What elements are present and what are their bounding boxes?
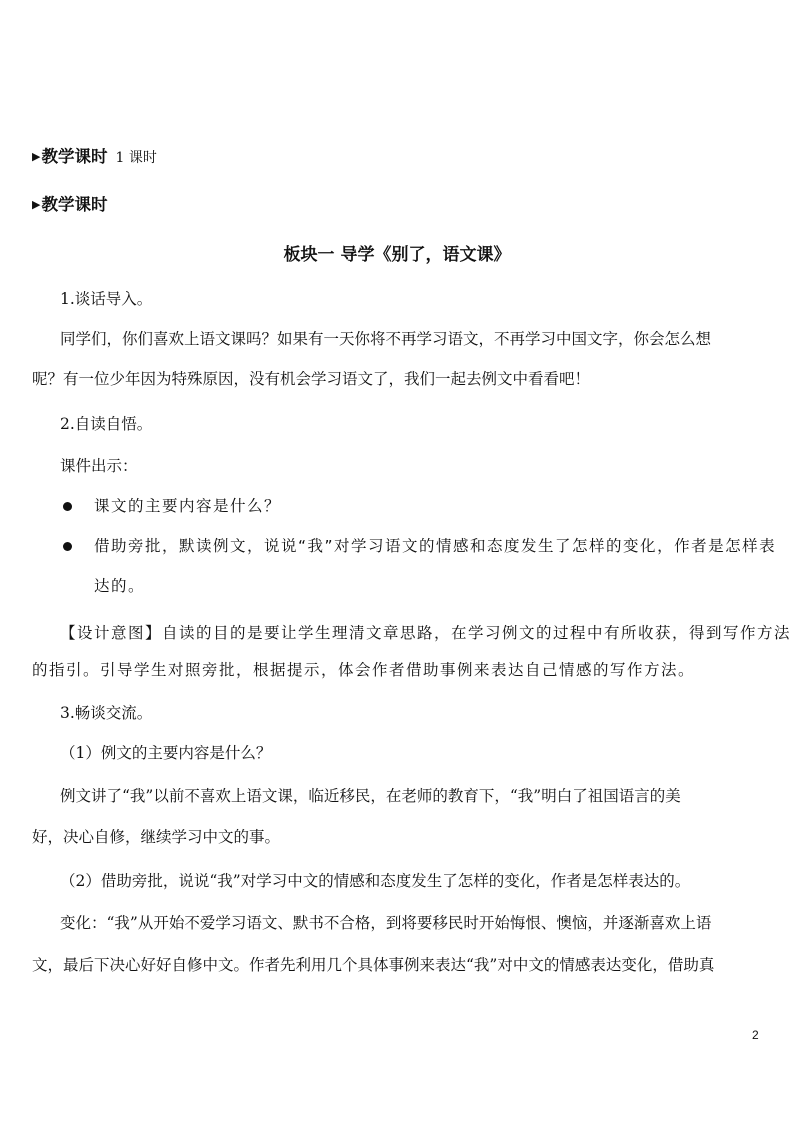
lesson-process-row xyxy=(32,194,722,216)
answer-1-line-2: 好，决心自修，继续学习中文的事。 xyxy=(32,828,281,846)
section-title: 板块一 导学《别了，语文课》 xyxy=(283,245,511,265)
design-intent-line-2: 的指引。引导学生对照旁批，根据提示，体会作者借助事例来表达自己情感的写作方法。 xyxy=(32,661,696,679)
question-1: （1）例文的主要内容是什么？ xyxy=(60,744,272,762)
lesson-hours-row xyxy=(32,146,722,169)
question-2: （2）借助旁批，说说“我”对学习中文的情感和态度发生了怎样的变化，作者是怎样表达的。 xyxy=(60,872,691,890)
bullet-item-1: 课文的主要内容是什么？ xyxy=(94,497,282,515)
triangle-bullet-icon: ▶ xyxy=(32,198,41,211)
intro-paragraph-line-2: 呢？有一位少年因为特殊原因，没有机会学习语文了，我们一起去例文中看看吧！ xyxy=(32,370,591,388)
courseware-label: 课件出示： xyxy=(60,457,138,475)
page-number: 2 xyxy=(752,1028,759,1042)
design-intent-line-1: 【设计意图】自读的目的是要让学生理清文章思路，在学习例文的过程中有所收获，得到写作方法 xyxy=(60,624,792,642)
bullet-dot-icon xyxy=(63,502,72,511)
bullet-dot-icon xyxy=(63,542,72,551)
answer-2-line-1: 变化：“我”从开始不爱学习语文、默书不合格，到将要移民时开始悔恨、懊恼，并逐渐喜欢上语 xyxy=(60,914,712,932)
answer-1-line-1: 例文讲了“我”以前不喜欢上语文课，临近移民，在老师的教育下，“我”明白了祖国语言的美 xyxy=(60,787,681,805)
lesson-hours-value: 1 课时 xyxy=(115,150,157,166)
bullet-item-2-line-1: 借助旁批，默读例文，说说“我”对学习语文的情感和态度发生了怎样的变化，作者是怎样表 xyxy=(94,537,777,555)
bullet-item-2-line-2: 达的。 xyxy=(94,577,146,595)
intro-paragraph-line-1: 同学们，你们喜欢上语文课吗？如果有一天你将不再学习语文，不再学习中国文字，你会怎么想 xyxy=(60,330,712,348)
triangle-bullet-icon: ▶ xyxy=(32,150,41,163)
step-2-heading: 2.自读自悟。 xyxy=(60,415,153,433)
step-3-heading: 3.畅谈交流。 xyxy=(60,704,153,722)
lesson-process-label: 教学课时 xyxy=(41,195,108,214)
answer-2-line-2: 文，最后下决心好好自修中文。作者先利用几个具体事例来表达“我”对中文的情感表达变化，借助真 xyxy=(32,956,715,974)
lesson-hours-label: 教学课时 xyxy=(41,147,108,166)
step-1-heading: 1.谈话导入。 xyxy=(60,290,153,308)
